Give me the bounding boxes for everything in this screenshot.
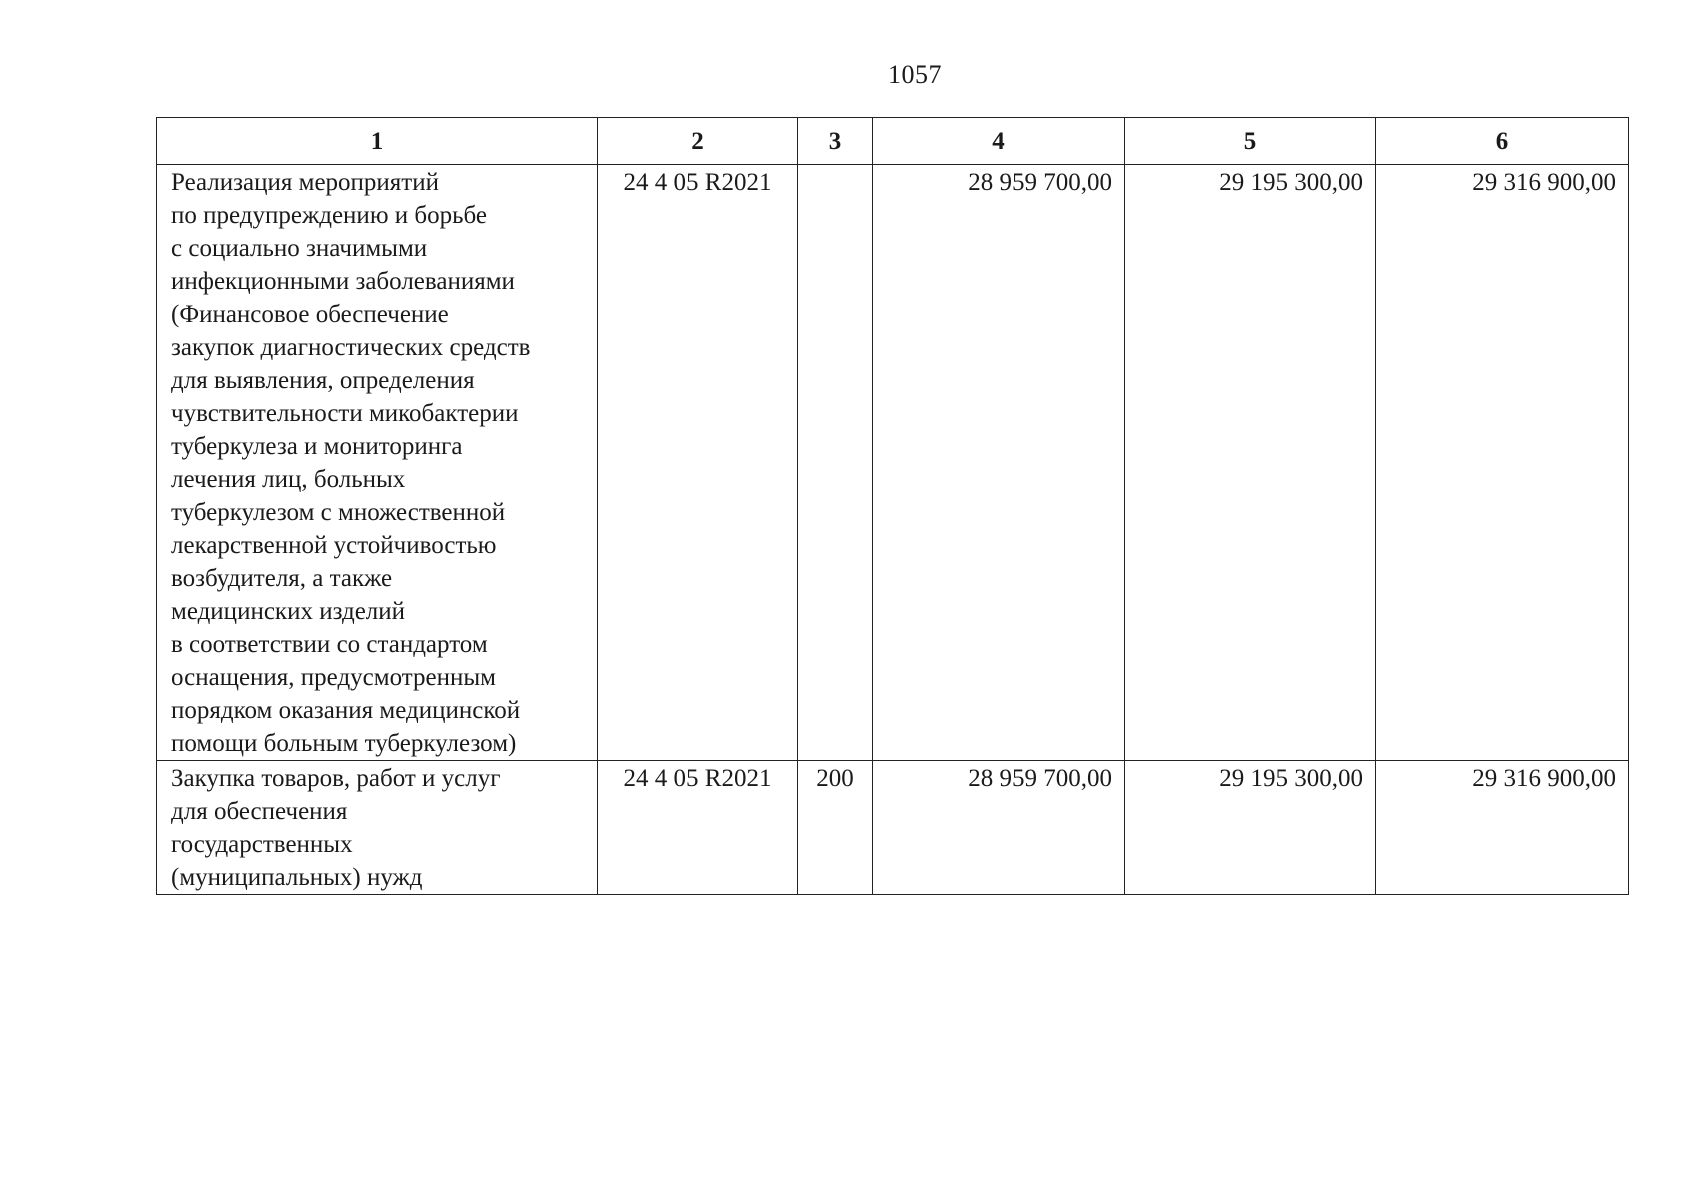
row-code-cell: 24 4 05 R2021 — [598, 165, 798, 761]
column-header-5: 5 — [1125, 118, 1376, 165]
row-name-line: для выявления, определения — [171, 367, 475, 394]
row-amount-1-cell: 28 959 700,00 — [873, 165, 1125, 761]
row-name-line: (Финансовое обеспечение — [171, 301, 449, 328]
row-name-cell — [157, 165, 598, 761]
row-name-line: помощи больным туберкулезом) — [171, 730, 517, 757]
row-code-cell: 24 4 05 R2021 — [598, 761, 798, 895]
row-name-line: туберкулеза и мониторинга — [171, 433, 463, 460]
budget-table — [156, 117, 1629, 895]
row-name-cell — [157, 761, 598, 895]
row-type-cell — [798, 165, 873, 761]
row-name-line: туберкулезом с множественной — [171, 499, 506, 526]
row-amount-3-cell: 29 316 900,00 — [1376, 761, 1629, 895]
column-header-3: 3 — [798, 118, 873, 165]
row-name-line: государственных — [171, 831, 353, 858]
column-header-4: 4 — [873, 118, 1125, 165]
column-header-6: 6 — [1376, 118, 1629, 165]
row-name-line: для обеспечения — [171, 798, 348, 825]
row-amount-1-cell: 28 959 700,00 — [873, 761, 1125, 895]
table-header-row — [157, 118, 1629, 165]
row-name-line: возбудителя, а также — [171, 565, 393, 592]
row-amount-2-cell: 29 195 300,00 — [1125, 761, 1376, 895]
page-number: 1057 — [888, 60, 942, 89]
row-name-line: по предупреждению и борьбе — [171, 202, 487, 229]
row-name-line: в соответствии со стандартом — [171, 631, 488, 658]
row-name-line: инфекционными заболеваниями — [171, 268, 515, 295]
row-name-line: (муниципальных) нужд — [171, 864, 423, 891]
column-header-1: 1 — [157, 118, 598, 165]
row-name-line: Закупка товаров, работ и услуг — [171, 765, 501, 792]
row-name-line: лекарственной устойчивостью — [171, 532, 497, 559]
row-amount-2-cell: 29 195 300,00 — [1125, 165, 1376, 761]
table-row — [157, 165, 1629, 761]
row-name-line: закупок диагностических средств — [171, 334, 531, 361]
row-name-line: медицинских изделий — [171, 598, 406, 625]
row-name-line: чувствительности микобактерии — [171, 400, 519, 427]
table-row — [157, 761, 1629, 895]
row-amount-3-cell: 29 316 900,00 — [1376, 165, 1629, 761]
column-header-2: 2 — [598, 118, 798, 165]
row-name-line: с социально значимыми — [171, 235, 428, 262]
row-name-line: лечения лиц, больных — [171, 466, 406, 493]
row-name-line: оснащения, предусмотренным — [171, 664, 496, 691]
row-type-cell: 200 — [798, 761, 873, 895]
row-name-line: порядком оказания медицинской — [171, 697, 521, 724]
row-name-line: Реализация мероприятий — [171, 169, 439, 196]
